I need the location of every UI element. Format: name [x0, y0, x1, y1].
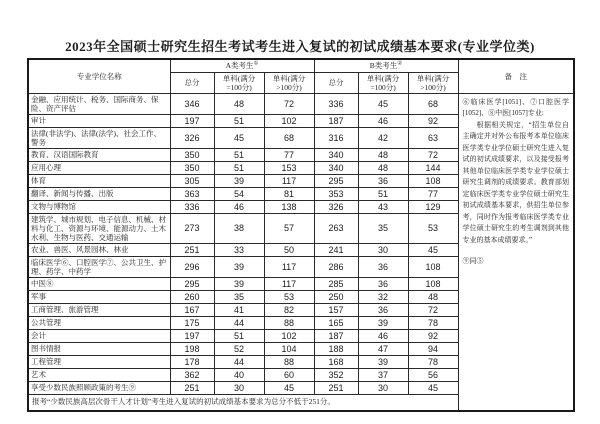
- header-b-single-eq100: [358, 72, 408, 93]
- table-row: [28, 93, 574, 114]
- b-total-cell: 165: [314, 316, 358, 329]
- b-total-cell: 168: [314, 355, 358, 368]
- a-single-eq100-cell: 46: [214, 200, 264, 213]
- b-single-eq100-cell: 48: [358, 161, 408, 174]
- remark-body: 根据相关规定，“招生单位自主确定并对外公布报考本单位临床医学类专业学位硕士研究生进入复试的初试成绩要求，以及接受报考其他单位临床医学类专业学位硕士研究生调剂的成绩要求。教育部划定临床医学类专业学位硕士研究生初试成绩基本要求，供招生单位参考，同时作为报考临床医学类专业学位硕士研究生的考生调剂到其他专业的基本成绩要求。”: [462, 120, 570, 244]
- a-single-eq100-cell: 51: [214, 161, 264, 174]
- b-single-eq100-cell: 30: [358, 381, 408, 394]
- remark-heading: ⑥临床医学[1051]、⑦口腔医学[1052]、⑧中医[1057]专业:: [462, 97, 570, 117]
- degree-name-cell: 法律(非法学)、法律(法学)、社会工作、警务: [28, 127, 170, 148]
- header-group-a: [170, 59, 314, 72]
- header-group-a-label: A类考生: [225, 61, 254, 71]
- degree-name-cell: 审计: [28, 114, 170, 127]
- a-total-cell: 305: [170, 174, 214, 187]
- footnote-mark-a: ①: [253, 60, 259, 67]
- a-single-eq100-cell: 51: [214, 329, 264, 342]
- a-single-gt100-cell: 82: [264, 303, 314, 316]
- a-single-gt100-cell: 153: [264, 161, 314, 174]
- a-single-eq100-cell: 41: [214, 303, 264, 316]
- b-single-eq100-cell: 36: [358, 303, 408, 316]
- degree-name-cell: 教育、汉语国际教育: [28, 148, 170, 161]
- b-total-cell: 263: [314, 213, 358, 243]
- b-total-cell: 295: [314, 174, 358, 187]
- a-single-gt100-cell: 104: [264, 342, 314, 355]
- table-header: [28, 59, 574, 93]
- header-group-b-label: B类考生: [369, 61, 398, 71]
- degree-name-cell: 工商管理、旅游管理: [28, 303, 170, 316]
- degree-name-cell: 金融、应用统计、税务、国际商务、保险、资产评估: [28, 93, 170, 114]
- header-a-gt-line1: 单科(满分: [272, 73, 306, 83]
- a-single-eq100-cell: 52: [214, 342, 264, 355]
- a-total-cell: 336: [170, 200, 214, 213]
- b-single-eq100-cell: 35: [358, 213, 408, 243]
- a-single-gt100-cell: 117: [264, 256, 314, 277]
- a-single-eq100-cell: 39: [214, 174, 264, 187]
- header-b-eq-line1: 单科(满分: [366, 73, 400, 83]
- a-total-cell: 273: [170, 213, 214, 243]
- a-total-cell: 346: [170, 93, 214, 114]
- b-single-gt100-cell: 92: [408, 114, 458, 127]
- a-single-eq100-cell: 39: [214, 277, 264, 290]
- b-total-cell: 157: [314, 303, 358, 316]
- b-single-eq100-cell: 48: [358, 148, 408, 161]
- b-total-cell: 285: [314, 277, 358, 290]
- degree-name-cell: 文物与博物馆: [28, 200, 170, 213]
- a-single-eq100-cell: 48: [214, 93, 264, 114]
- a-single-eq100-cell: 35: [214, 290, 264, 303]
- b-single-eq100-cell: 36: [358, 277, 408, 290]
- b-single-gt100-cell: 48: [408, 290, 458, 303]
- a-single-gt100-cell: 45: [264, 381, 314, 394]
- a-single-gt100-cell: 117: [264, 174, 314, 187]
- a-single-gt100-cell: 102: [264, 329, 314, 342]
- a-single-gt100-cell: 72: [264, 93, 314, 114]
- b-single-gt100-cell: 63: [408, 127, 458, 148]
- b-total-cell: 188: [314, 342, 358, 355]
- b-total-cell: 187: [314, 114, 358, 127]
- b-single-eq100-cell: 46: [358, 114, 408, 127]
- b-single-gt100-cell: 144: [408, 161, 458, 174]
- b-single-eq100-cell: 32: [358, 290, 408, 303]
- b-single-eq100-cell: 43: [358, 200, 408, 213]
- degree-name-cell: 公共管理: [28, 316, 170, 329]
- b-single-eq100-cell: 37: [358, 368, 408, 381]
- a-single-eq100-cell: 38: [214, 213, 264, 243]
- b-single-gt100-cell: 45: [408, 243, 458, 256]
- a-single-eq100-cell: 51: [214, 114, 264, 127]
- degree-name-cell: 临床医学⑥、口腔医学⑦、公共卫生、护理、药学、中药学: [28, 256, 170, 277]
- a-single-gt100-cell: 138: [264, 200, 314, 213]
- header-b-total: 总分: [314, 72, 358, 93]
- header-degree-name: 专业学位名称: [28, 59, 170, 93]
- a-total-cell: 198: [170, 342, 214, 355]
- b-single-eq100-cell: 36: [358, 174, 408, 187]
- a-total-cell: 175: [170, 316, 214, 329]
- b-single-gt100-cell: 94: [408, 342, 458, 355]
- a-single-eq100-cell: 30: [214, 381, 264, 394]
- degree-name-cell: 体育: [28, 174, 170, 187]
- a-total-cell: 197: [170, 329, 214, 342]
- a-single-gt100-cell: 60: [264, 368, 314, 381]
- b-single-gt100-cell: 45: [408, 381, 458, 394]
- a-single-eq100-cell: 54: [214, 187, 264, 200]
- a-single-gt100-cell: 81: [264, 187, 314, 200]
- b-single-gt100-cell: 78: [408, 355, 458, 368]
- a-total-cell: 362: [170, 368, 214, 381]
- header-a-gt-line2: >100分): [276, 82, 302, 92]
- b-single-gt100-cell: 77: [408, 187, 458, 200]
- remark-note2: ⑨同⑤: [462, 257, 484, 265]
- degree-name-cell: 军事: [28, 290, 170, 303]
- b-single-gt100-cell: 68: [408, 93, 458, 114]
- a-total-cell: 251: [170, 243, 214, 256]
- a-total-cell: 296: [170, 256, 214, 277]
- degree-name-cell: 农业、兽医、风景园林、林业: [28, 243, 170, 256]
- b-single-gt100-cell: 108: [408, 277, 458, 290]
- degree-name-cell: 会计: [28, 329, 170, 342]
- b-total-cell: 326: [314, 200, 358, 213]
- b-single-eq100-cell: 30: [358, 243, 408, 256]
- a-total-cell: 260: [170, 290, 214, 303]
- b-single-gt100-cell: 56: [408, 368, 458, 381]
- page-title: 2023年全国硕士研究生招生考试考生进入复试的初试成绩基本要求(专业学位类): [65, 39, 535, 54]
- a-total-cell: 295: [170, 277, 214, 290]
- b-total-cell: 352: [314, 368, 358, 381]
- header-b-single-gt100: [408, 72, 458, 93]
- header-a-eq-line2: =100分): [226, 82, 252, 92]
- degree-name-cell: 艺术: [28, 368, 170, 381]
- b-single-eq100-cell: 39: [358, 316, 408, 329]
- a-single-gt100-cell: 50: [264, 243, 314, 256]
- b-single-eq100-cell: 47: [358, 342, 408, 355]
- b-single-eq100-cell: 51: [358, 187, 408, 200]
- header-b-gt-line2: >100分): [420, 82, 446, 92]
- b-total-cell: 340: [314, 148, 358, 161]
- header-a-single-gt100: [264, 72, 314, 93]
- b-single-gt100-cell: 108: [408, 256, 458, 277]
- b-single-eq100-cell: 42: [358, 127, 408, 148]
- a-single-gt100-cell: 88: [264, 355, 314, 368]
- a-single-eq100-cell: 45: [214, 127, 264, 148]
- b-single-gt100-cell: 78: [408, 316, 458, 329]
- score-table: [27, 58, 575, 412]
- b-total-cell: 250: [314, 290, 358, 303]
- degree-name-cell: 享受少数民族照顾政策的考生⑨: [28, 381, 170, 394]
- b-single-gt100-cell: 72: [408, 303, 458, 316]
- a-total-cell: 326: [170, 127, 214, 148]
- a-total-cell: 197: [170, 114, 214, 127]
- degree-name-cell: 翻译、新闻与传播、出版: [28, 187, 170, 200]
- b-single-gt100-cell: 92: [408, 329, 458, 342]
- a-single-eq100-cell: 44: [214, 355, 264, 368]
- footnote-mark-b: ②: [397, 60, 403, 67]
- a-total-cell: 350: [170, 148, 214, 161]
- b-single-eq100-cell: 36: [358, 256, 408, 277]
- a-single-gt100-cell: 102: [264, 114, 314, 127]
- a-single-eq100-cell: 40: [214, 368, 264, 381]
- b-total-cell: 286: [314, 256, 358, 277]
- header-a-single-eq100: [214, 72, 264, 93]
- minority-plan-note: 报考“少数民族高层次骨干人才计划”考生进入复试的初试成绩基本要求为总分不低于251分。: [28, 394, 458, 411]
- a-single-gt100-cell: 57: [264, 213, 314, 243]
- degree-name-cell: 建筑学、城市规划、电子信息、机械、材料与化工、资源与环境、能源动力、土木水利、生物与医药、交通运输: [28, 213, 170, 243]
- b-total-cell: 187: [314, 329, 358, 342]
- b-single-eq100-cell: 46: [358, 329, 408, 342]
- a-total-cell: 178: [170, 355, 214, 368]
- b-total-cell: 316: [314, 127, 358, 148]
- header-group-b: [314, 59, 458, 72]
- a-total-cell: 363: [170, 187, 214, 200]
- header-b-gt-line1: 单科(满分: [416, 73, 450, 83]
- b-single-gt100-cell: 72: [408, 148, 458, 161]
- b-single-eq100-cell: 39: [358, 355, 408, 368]
- degree-name-cell: 工程管理: [28, 355, 170, 368]
- b-total-cell: 336: [314, 93, 358, 114]
- a-total-cell: 251: [170, 381, 214, 394]
- a-single-gt100-cell: 77: [264, 148, 314, 161]
- b-total-cell: 353: [314, 187, 358, 200]
- b-single-gt100-cell: 129: [408, 200, 458, 213]
- remark-cell: [458, 93, 574, 411]
- header-b-eq-line2: =100分): [370, 82, 396, 92]
- b-total-cell: 241: [314, 243, 358, 256]
- degree-name-cell: 图书情报: [28, 342, 170, 355]
- degree-name-cell: 中医⑧: [28, 277, 170, 290]
- a-total-cell: 350: [170, 161, 214, 174]
- b-total-cell: 340: [314, 161, 358, 174]
- a-total-cell: 167: [170, 303, 214, 316]
- header-a-total: 总分: [170, 72, 214, 93]
- a-single-gt100-cell: 88: [264, 316, 314, 329]
- a-single-gt100-cell: 68: [264, 127, 314, 148]
- table-body: [28, 93, 574, 411]
- header-a-eq-line1: 单科(满分: [222, 73, 256, 83]
- a-single-eq100-cell: 51: [214, 148, 264, 161]
- a-single-eq100-cell: 33: [214, 243, 264, 256]
- a-single-eq100-cell: 39: [214, 256, 264, 277]
- b-total-cell: 251: [314, 381, 358, 394]
- b-single-gt100-cell: 108: [408, 174, 458, 187]
- b-single-gt100-cell: 53: [408, 213, 458, 243]
- a-single-eq100-cell: 44: [214, 316, 264, 329]
- a-single-gt100-cell: 53: [264, 290, 314, 303]
- a-single-gt100-cell: 117: [264, 277, 314, 290]
- degree-name-cell: 应用心理: [28, 161, 170, 174]
- header-remark: 备 注: [458, 59, 574, 93]
- b-single-eq100-cell: 45: [358, 93, 408, 114]
